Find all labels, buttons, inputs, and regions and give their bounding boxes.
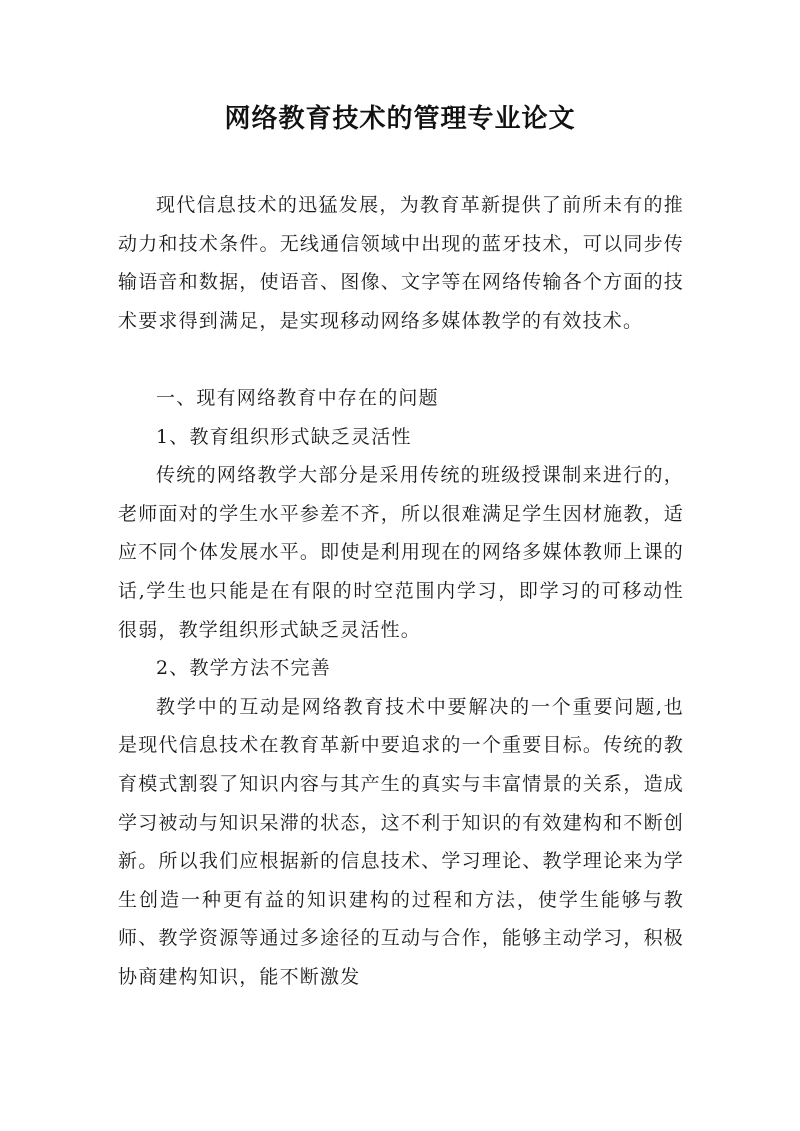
document-body xyxy=(118,186,684,996)
intro-paragraph: 现代信息技术的迅猛发展，为教育革新提供了前所未有的推动力和技术条件。无线通信领域中出现的蓝牙技术，可以同步传输语音和数据，使语音、图像、文字等在网络传输各个方面的技术要求得到满足，是实现移动网络多媒体教学的有效技术。 xyxy=(118,194,684,332)
subsection-paragraph-2: 教学中的互动是网络教育技术中要解决的一个重要问题,也是现代信息技术在教育革新中要追求的一个重要目标。传统的教育模式割裂了知识内容与其产生的真实与丰富情景的关系，造成学习被动与知识呆滞的状态，这不利于知识的有效建构和不断创新。所以我们应根据新的信息技术、学习理论、教学理论来为学生创造一种更有益的知识建构的过程和方法，使学生能够与教师、教学资源等通过多途径的互动与合作，能够主动学习，积极协商建构知识，能不断激发 xyxy=(118,695,684,988)
subsection-paragraph-1: 传统的网络教学大部分是采用传统的班级授课制来进行的，老师面对的学生水平参差不齐，所以很难满足学生因材施教，适应不同个体发展水平。即使是利用现在的网络多媒体教师上课的话,学生也只能是在有限的时空范围内学习，即学习的可移动性很弱，教学组织形式缺乏灵活性。 xyxy=(118,464,684,641)
section-heading: 一、现有网络教育中存在的问题 xyxy=(156,386,439,409)
paragraph-spacer xyxy=(118,340,684,379)
subsection-heading-2: 2、教学方法不完善 xyxy=(156,657,331,680)
subsection-heading-1: 1、教育组织形式缺乏灵活性 xyxy=(156,425,412,448)
page-title: 网络教育技术的管理专业论文 xyxy=(224,104,576,134)
